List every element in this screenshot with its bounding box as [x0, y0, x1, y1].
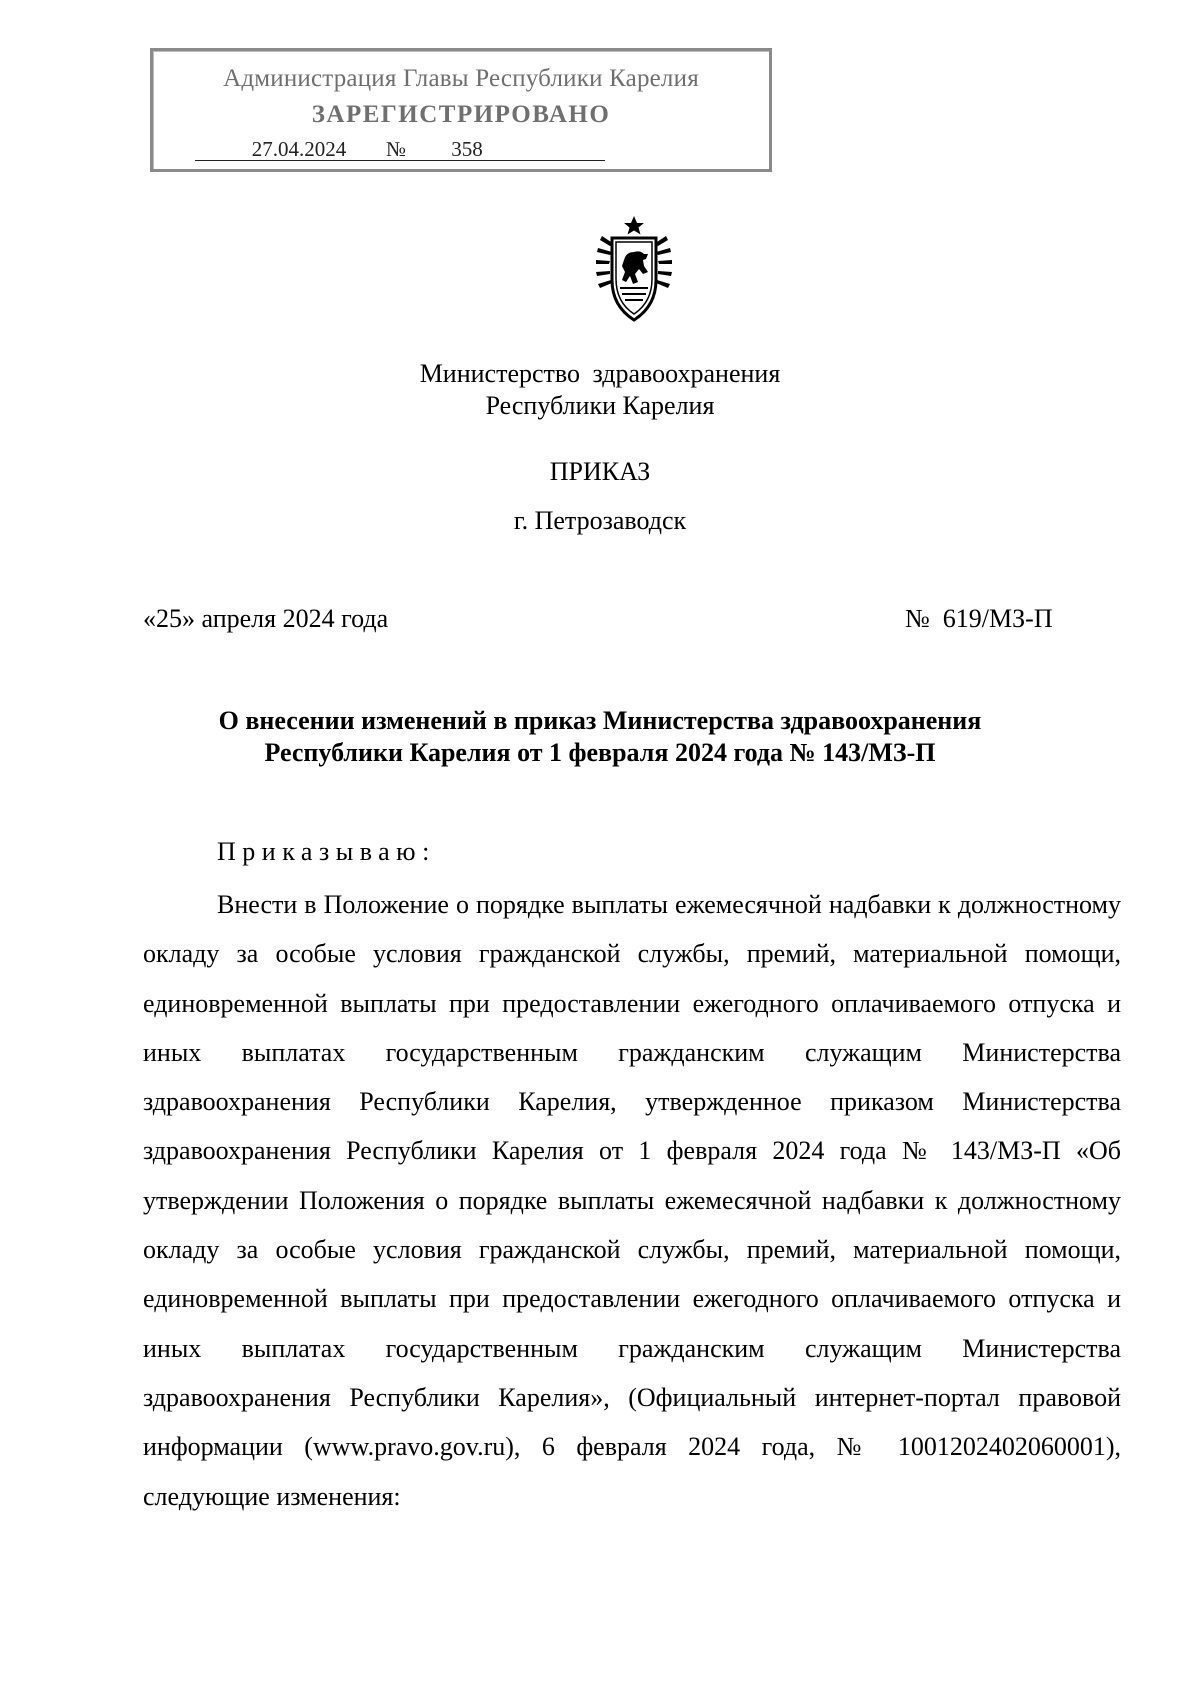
- order-word: Приказываю:: [217, 837, 436, 866]
- stamp-status: ЗАРЕГИСТРИРОВАНО: [311, 101, 611, 128]
- city: г. Петрозаводск: [513, 506, 687, 535]
- stamp-registration-line: [195, 137, 605, 162]
- stamp-number: 358: [409, 138, 605, 161]
- stamp-number-label: №: [383, 138, 409, 161]
- body-paragraph: Внести в Положение о порядке выплаты ежемесячной надбавки к должностному окладу за особые условия гражданской службы, премий, материальной помощи, единовременной выплаты при предоставлении ежегодного оплачиваемого отпуска и иных выплатах государственным гражданским служащим Министерства здравоохранения Республики Карелия, утвержденное приказом Министерства здравоохранения Республики Карелия от 1 февраля 2024 года № 143/МЗ-П «Об утверждении Положения о порядке выплаты ежемесячной надбавки к должностному окладу за особые условия гражданской службы, премий, материальной помощи, единовременной выплаты при предоставлении ежегодного оплачиваемого отпуска и иных выплатах государственным гражданским служащим Министерства здравоохранения Республики Карелия», (Официальный интернет-портал правовой информации (www.pravo.gov.ru), 6 февраля 2024 года, № 1001202402060001), следующие изменения:: [143, 890, 1121, 1511]
- subject-line2: Республики Карелия от 1 февраля 2024 года № 143/МЗ-П: [264, 738, 936, 767]
- order-date: «25» апреля 2024 года: [143, 604, 389, 633]
- subject-line1: О внесении изменений в приказ Министерства здравоохранения: [218, 706, 982, 735]
- stamp-date: 27.04.2024: [195, 138, 383, 161]
- document-type: ПРИКАЗ: [549, 457, 651, 486]
- registration-stamp: [150, 48, 772, 172]
- ministry-name-line2: Республики Карелия: [485, 391, 715, 420]
- order-number: № 619/МЗ-П: [905, 604, 1053, 633]
- ministry-name-line1: Министерство здравоохранения: [419, 359, 781, 388]
- stamp-organization: Администрация Главы Республики Карелия: [223, 65, 699, 92]
- karelia-coat-of-arms-icon: [588, 214, 680, 326]
